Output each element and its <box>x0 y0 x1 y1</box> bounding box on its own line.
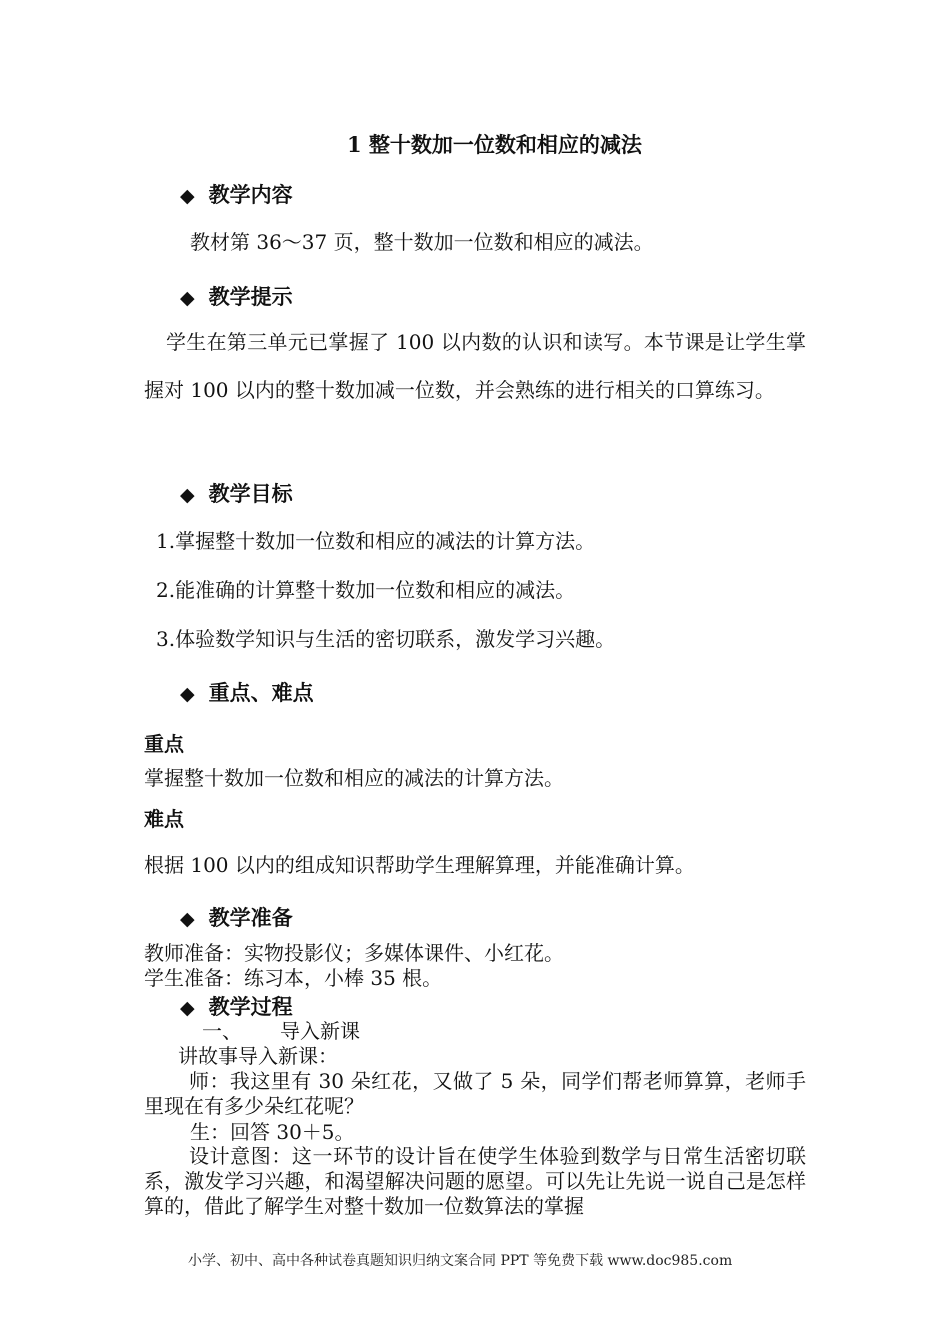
diamond-bullet-icon: ◆ <box>180 287 195 309</box>
footer-text: 小学、初中、高中各种试卷真题知识归纳文案合同 PPT 等免费下载 www.doc985.com <box>188 1253 733 1269</box>
diamond-bullet-icon: ◆ <box>180 185 195 207</box>
section-heading-text: 重点、难点 <box>208 680 314 705</box>
process-step-title: 导入新课 <box>280 1019 360 1043</box>
content-text: 教材第 36～37 页，整十数加一位数和相应的减法。 <box>190 230 654 254</box>
section-heading-prep <box>180 902 293 932</box>
diamond-bullet-icon: ◆ <box>180 997 195 1019</box>
diamond-bullet-icon: ◆ <box>180 484 195 506</box>
goal-item-2: 2.能准确的计算整十数加一位数和相应的减法。 <box>156 578 576 602</box>
section-heading-hint <box>180 281 293 311</box>
document-title: 1 整十数加一位数和相应的减法 <box>347 132 642 157</box>
difficult-point-label: 难点 <box>144 807 184 831</box>
key-point-label: 重点 <box>144 732 184 756</box>
section-heading-text: 教学过程 <box>208 994 293 1019</box>
goal-item-1: 1.掌握整十数加一位数和相应的减法的计算方法。 <box>156 529 596 553</box>
process-intro: 讲故事导入新课： <box>178 1044 338 1068</box>
section-heading-text: 教学目标 <box>208 481 293 506</box>
key-point-text: 掌握整十数加一位数和相应的减法的计算方法。 <box>144 766 564 790</box>
design-intent: 设计意图：这一环节的设计旨在使学生体验到数学与日常生活密切联系，激发学习兴趣，和渴望解决问题的愿望。可以先让先说一说自己是怎样算的，借此了解学生对整十数加一位数算法的掌握 <box>144 1144 806 1218</box>
difficult-point-text: 根据 100 以内的组成知识帮助学生理解算理，并能准确计算。 <box>144 853 695 877</box>
teacher-line: 师：我这里有 30 朵红花，又做了 5 朵，同学们帮老师算算，老师手里现在有多少朵红花呢？ <box>144 1069 806 1118</box>
section-heading-content <box>180 179 293 209</box>
section-heading-text: 教学内容 <box>208 182 293 207</box>
process-step-number: 一、 <box>202 1019 242 1043</box>
goal-item-3: 3.体验数学知识与生活的密切联系，激发学习兴趣。 <box>156 627 616 651</box>
teacher-prep: 教师准备：实物投影仪；多媒体课件、小红花。 <box>144 941 564 965</box>
section-heading-text: 教学准备 <box>208 905 293 930</box>
diamond-bullet-icon: ◆ <box>180 683 195 705</box>
section-heading-key <box>180 677 314 707</box>
section-heading-process <box>180 991 293 1021</box>
diamond-bullet-icon: ◆ <box>180 908 195 930</box>
hint-paragraph: 学生在第三单元已掌握了 100 以内数的认识和读写。本节课是让学生掌握对 100 以内的整十数加减一位数，并会熟练的进行相关的口算练习。 <box>144 330 806 402</box>
student-prep: 学生准备：练习本，小棒 35 根。 <box>144 966 443 990</box>
section-heading-text: 教学提示 <box>208 284 293 309</box>
section-heading-goals <box>180 478 293 508</box>
student-line: 生：回答 30＋5。 <box>190 1120 355 1144</box>
